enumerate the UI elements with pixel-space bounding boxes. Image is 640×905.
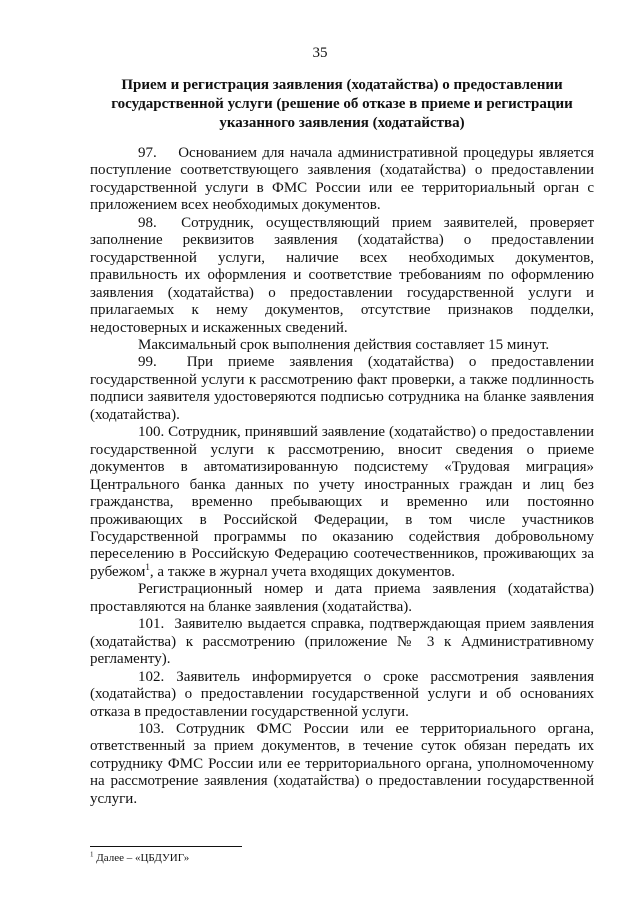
paragraph-98: 98. Сотрудник, осуществляющий прием заявителей, проверяет заполнение реквизитов заявления (ходатайства) о предоставлении государственной услуги, наличие всех необходимых документов, правильность их оформления и соответствие требованиям по оформлению заявления (ходатайства) о предоставлении государственной услуги и прилагаемых к нему документов, отсутствие признаков подделки, недостоверных и искаженных сведений.: [90, 214, 594, 336]
paragraph-101: 101. Заявителю выдается справка, подтверждающая прием заявления (ходатайства) к рассмотрению (приложение № 3 к Административному регламенту).: [90, 616, 594, 668]
paragraph-registration-number: Регистрационный номер и дата приема заявления (ходатайства) проставляются на бланке заявления (ходатайства).: [90, 581, 594, 615]
footnote: [90, 851, 490, 865]
paragraph-time-limit: Максимальный срок выполнения действия составляет 15 минут.: [138, 336, 550, 353]
paragraph-103: 103. Сотрудник ФМС России или ее территориального органа, ответственный за прием документов, в течение суток обязан передать их сотруднику ФМС России или ее территориального органа, уполномоченному на рассмотрение заявления (ходатайства) о предоставлении государственной услуги.: [90, 720, 594, 807]
footnote-reference: 1: [145, 561, 150, 572]
paragraph-102: 102. Заявитель информируется о сроке рассмотрения заявления (ходатайства) о предоставлении государственной услуги и об основаниях отказа в предоставлении государственной услуги.: [90, 668, 594, 720]
section-heading: Прием и регистрация заявления (ходатайства) о предоставлении государственной услуги (решение об отказе в приеме и регистрации указанного заявления (ходатайства): [111, 77, 573, 131]
paragraph-100-text: 100. Сотрудник, принявший заявление (ходатайство) о предоставлении государственной услуги к рассмотрению, вносит сведения о приеме документов в автоматизированную подсистему «Трудовая миграция» Центрального банка данных по учету иностранных граждан и лиц без гражданства, временно пребывающих и временно или постоянно проживающих в Российской Федерации, в том числе участников Государственной программы по оказанию содействия добровольному переселению в Российскую Федерацию соотечественников, проживающих за рубежом: [90, 424, 594, 580]
footnote-marker: 1: [90, 850, 94, 859]
document-body: [90, 145, 594, 808]
page-number: 35: [312, 45, 328, 61]
paragraph-100: [90, 424, 594, 581]
paragraph-97: 97. Основанием для начала административной процедуры является поступление соответствующего заявления (ходатайства) о предоставлении государственной услуги в ФМС России или ее территориальный орган с приложением всех необходимых документов.: [90, 145, 594, 214]
paragraph-100-tail: , а также в журнал учета входящих документов.: [149, 563, 455, 580]
footnote-text: Далее – «ЦБДУИГ»: [93, 852, 190, 864]
footnote-divider: [90, 846, 242, 847]
paragraph-99: 99. При приеме заявления (ходатайства) о предоставлении государственной услуги к рассмотрению факт проверки, а также подлинность подписи заявителя удостоверяются подписью сотрудника на бланке заявления (ходатайства).: [90, 354, 594, 423]
